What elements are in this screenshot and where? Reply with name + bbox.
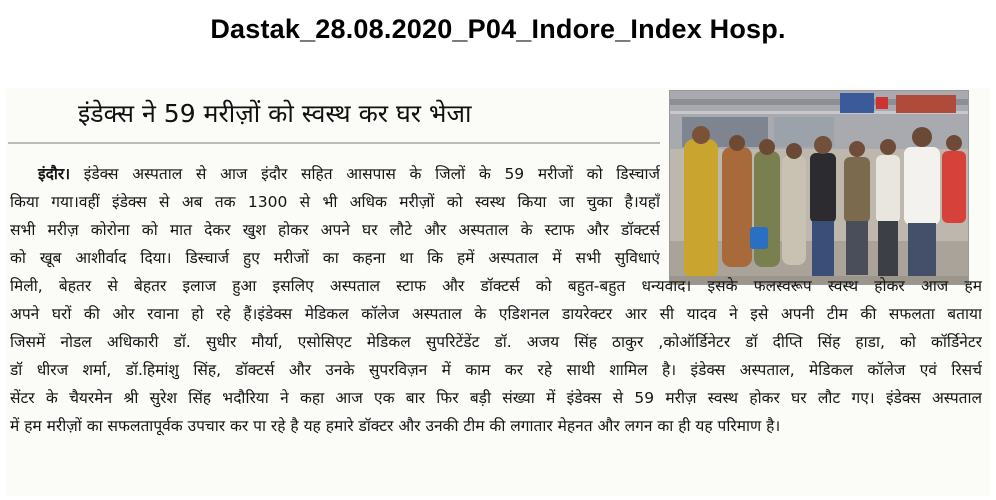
body-line-5: मिली, बेहतर से बेहतर इलाज हुआ इसलिए अस्पताल स्टाफ और डॉक्टर्स को बहुत-बहुत धन्यवाद। इसके फलस्वरूप स्वस्थ होकर आज हम bbox=[10, 277, 982, 295]
file-caption: Dastak_28.08.2020_P04_Indore_Index Hosp. bbox=[210, 14, 786, 44]
body-line-2: किया गया।वहीं इंडेक्स से अब तक 1300 से भी अधिक मरीज़ों को स्वस्थ किया जा चुका है।यहाँ bbox=[10, 193, 660, 211]
body-line-9: सेंटर के चैयरमेन श्री सुरेश सिंह भदौरिया ने कहा आज एक बार फिर बड़ी संख्या में इंडेक्स से 59 मरीज़ स्वस्थ होकर घर लौट गए। इंडेक्स अस्पताल bbox=[10, 389, 982, 407]
article-body-lower bbox=[10, 272, 982, 440]
headline-rule bbox=[8, 142, 660, 144]
body-line-3: सभी मरीज़ कोरोना को मात देकर खुश होकर अपने घर लौटे और अस्पताल के स्टाफ और डॉक्टर्स bbox=[10, 221, 660, 239]
body-line-7: जिसमें नोडल अधिकारी डॉ. सुधीर मौर्या, एसोसिएट मेडिकल सुपरिटेंडेंट डॉ. अजय सिंह ठाकुर ,कोऑर्डिनेटर डॉ दीप्ति सिंह हाडा, को कॉर्डिनेटर bbox=[10, 333, 982, 351]
body-line-10: में हम मरीज़ों का सफलतापूर्वक उपचार कर पा रहे है यह हमारे डॉक्टर और उनकी टीम की लगातार मेहनत और लगन का ही यह परिमाण है। bbox=[10, 417, 781, 435]
body-line-4: को खूब आशीर्वाद दिया। डिस्चार्ज हुए मरीजों का कहना था कि हमें अस्पताल में सभी सुविधाएं bbox=[10, 249, 660, 267]
dateline: इंदौर। bbox=[38, 165, 71, 183]
body-text: इंडेक्स अस्पताल से आज इंदौर सहित आसपास के जिलों के 59 मरीजों को डिस्चार्ज bbox=[83, 165, 660, 183]
body-line-8: डॉ धीरज शर्मा, डॉ.हिमांशु सिंह, डॉक्टर्स और उनके सुपरविज़न में काम कर रहे साथी शामिल है। इंडेक्स अस्पताल, मेडिकल कॉलेज एवं रिसर्च bbox=[10, 361, 982, 379]
article-headline: इंडेक्स ने 59 मरीज़ों को स्वस्थ कर घर भेजा bbox=[78, 99, 472, 128]
body-line-1 bbox=[10, 160, 660, 188]
article-body-upper bbox=[10, 160, 660, 272]
body-line-6: अपने घरों की ओर रवाना हो रहे हैं।इंडेक्स मेडिकल कॉलेज अस्पताल के एडिशनल डायरेक्टर आर सी यादव ने इसे अपनी टीम की सफलता बताया bbox=[10, 305, 982, 323]
article-photo bbox=[669, 90, 969, 285]
